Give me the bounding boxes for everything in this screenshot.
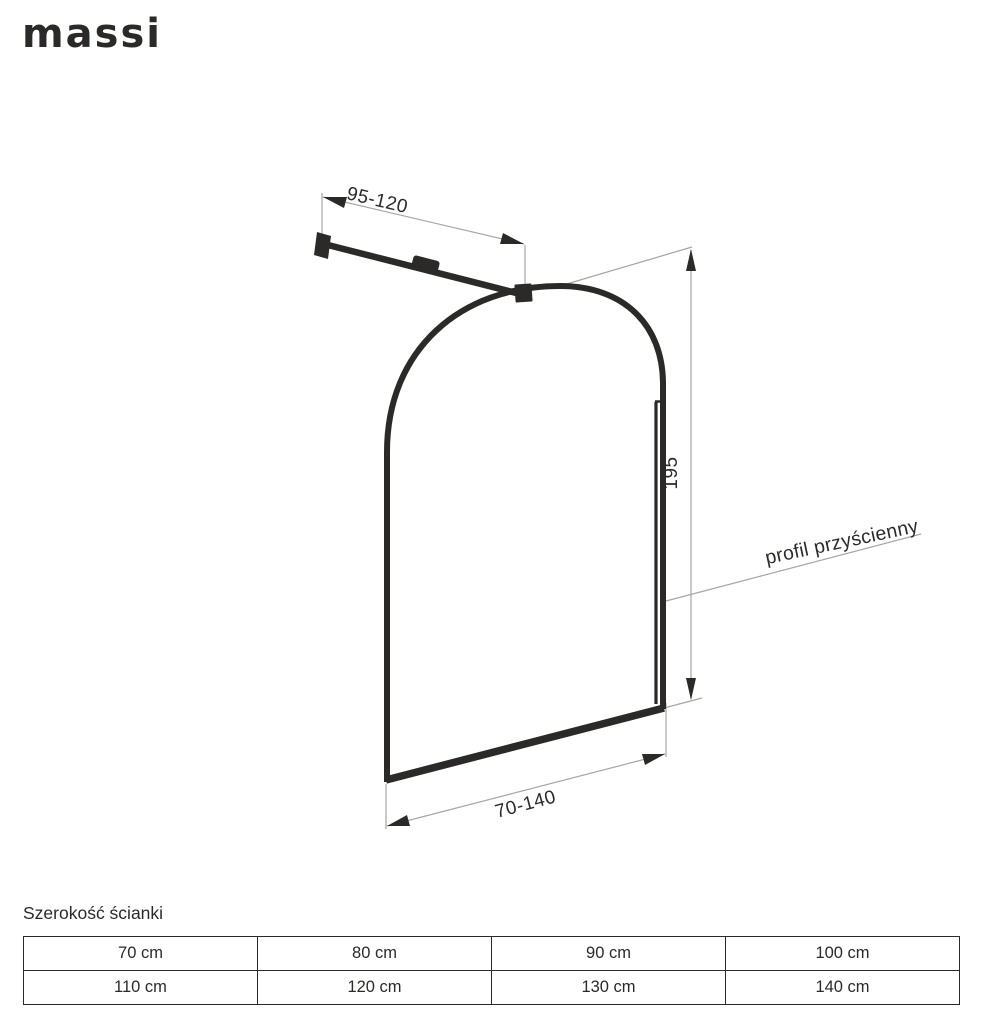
arrow-up-icon [686, 249, 696, 271]
glass-panel [386, 286, 664, 782]
table-cell: 130 cm [492, 971, 726, 1005]
dimension-height [553, 247, 702, 708]
table-cell: 70 cm [24, 937, 258, 971]
brand-logo: massi [22, 11, 162, 57]
table-cell: 110 cm [24, 971, 258, 1005]
panel-bottom-rail [386, 708, 664, 780]
dimension-label-width: 70-140 [492, 786, 559, 823]
table-row [24, 971, 960, 1005]
table-cell: 90 cm [492, 937, 726, 971]
table-title: Szerokość ścianki [23, 903, 164, 923]
arrow-right-icon [642, 754, 665, 765]
arrow-right-icon [500, 233, 524, 244]
dimension-arm [322, 183, 525, 291]
arrow-left-icon [323, 197, 347, 208]
table-cell: 140 cm [726, 971, 960, 1005]
width-table [23, 936, 960, 1005]
extension-line [664, 698, 702, 708]
extension-line [553, 247, 692, 288]
table-cell: 120 cm [258, 971, 492, 1005]
dimension-label-height: 195 [661, 456, 682, 490]
table-row [24, 937, 960, 971]
arrow-left-icon [387, 815, 410, 826]
table-cell: 80 cm [258, 937, 492, 971]
arrow-down-icon [686, 678, 696, 700]
panel-frame [387, 286, 663, 782]
dimension-label-arm: 95-120 [344, 183, 410, 219]
wall-profile-label: profil przyścienny [763, 515, 921, 570]
table-cell: 100 cm [726, 937, 960, 971]
wall-profile-callout [666, 515, 921, 601]
